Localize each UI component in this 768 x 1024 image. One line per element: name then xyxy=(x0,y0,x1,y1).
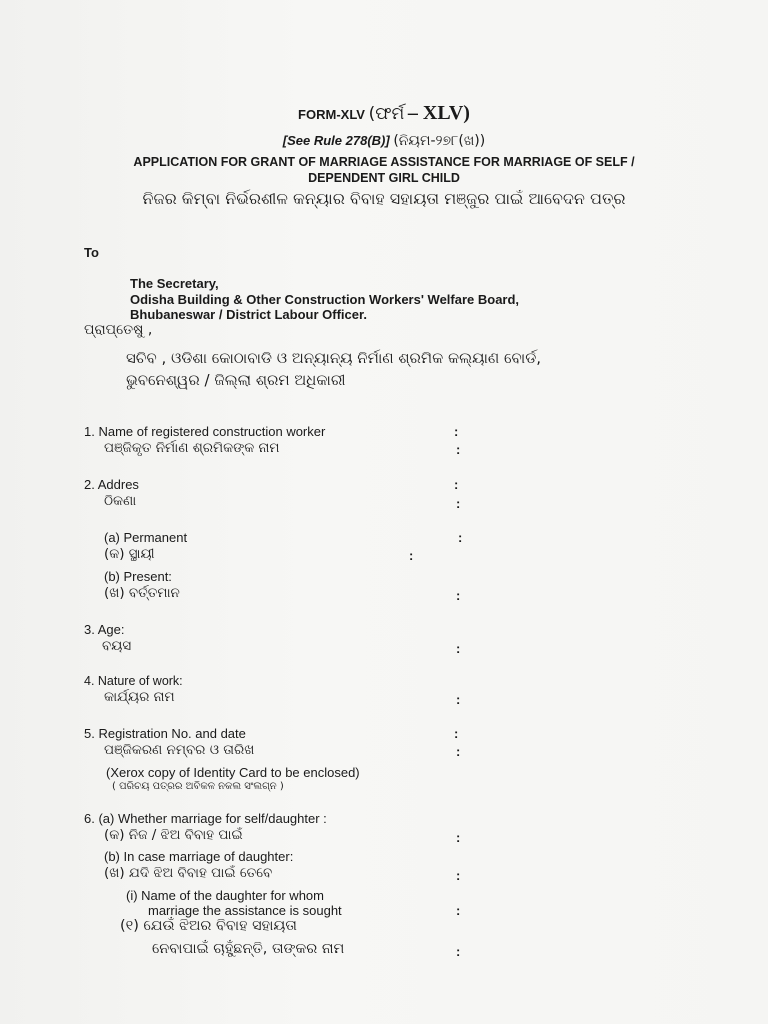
field-2a-input[interactable]: : xyxy=(409,548,414,563)
field-6b-input[interactable]: : xyxy=(456,868,461,883)
field-6a-input[interactable]: : xyxy=(456,830,461,845)
to-label: To xyxy=(84,245,99,260)
field-4-label-odia: କାର୍ଯ୍ୟର ନାମ xyxy=(104,689,175,705)
rule-odia: (ନିୟମ-୨୭୮(ଖ)) xyxy=(393,133,486,149)
rule-en: [See Rule 278(B)] xyxy=(282,133,390,148)
form-code-odia: (ଫର୍ମ xyxy=(368,104,405,124)
field-6b-label-odia: (ଖ) ଯଦି ଝିଅ ବିବାହ ପାଇଁ ତେବେ xyxy=(104,865,273,881)
field-2a-label: (a) Permanent xyxy=(104,530,188,545)
rule-reference xyxy=(0,133,768,149)
field-2a-colon: : xyxy=(458,530,463,545)
field-2a-label-odia: (କ) ସ୍ଥାୟୀ xyxy=(104,546,155,562)
form-heading-line2: DEPENDENT GIRL CHILD xyxy=(308,171,460,185)
field-6b-label: (b) In case marriage of daughter: xyxy=(104,849,294,864)
field-2-colon: : xyxy=(454,477,459,492)
form-heading-line1: APPLICATION FOR GRANT OF MARRIAGE ASSISTANCE FOR MARRIAGE OF SELF / xyxy=(133,155,635,169)
field-5-label: 5. Registration No. and date xyxy=(84,726,246,741)
recipient-odia-line2: ଭୁବନେଶ୍ୱର / ଜିଲ୍ଲା ଶ୍ରମ ଅଧିକାରୀ xyxy=(126,371,346,389)
field-6i-input[interactable]: : xyxy=(456,944,461,959)
field-6i-label-odia-line2: ନେବାପାଇଁ ଚାହୁଁଛନ୍ତି, ତାଙ୍କର ନାମ xyxy=(152,941,345,957)
field-4-label: 4. Nature of work: xyxy=(84,674,183,688)
field-1-label: 1. Name of registered construction worker xyxy=(84,424,326,439)
field-1-input[interactable]: : xyxy=(456,442,461,457)
form-roman: – XLV) xyxy=(407,102,470,124)
field-2-label-odia: ଠିକଣା xyxy=(104,493,137,509)
recipient-odia-line1: ସଚିବ , ଓଡିଶା କୋଠାବାଡି ଓ ଅନ୍ୟାନ୍ୟ ନିର୍ମାଣ ଶ୍ରମିକ କଲ୍ୟାଣ ବୋର୍ଡ, xyxy=(126,349,542,367)
field-2-input[interactable]: : xyxy=(456,496,461,511)
recipient-line1: The Secretary, xyxy=(130,276,219,291)
field-6i-label-line2: marriage the assistance is sought xyxy=(148,903,342,918)
field-2b-label: (b) Present: xyxy=(104,569,172,584)
field-2b-label-odia: (ଖ) ବର୍ତ୍ତମାନ xyxy=(104,585,180,601)
field-6i-label-line1: (i) Name of the daughter for whom xyxy=(126,888,324,903)
field-1-colon: : xyxy=(454,424,459,439)
recipient-odia-to: ପ୍ରାପ୍ତେଷୁ , xyxy=(84,322,153,338)
field-5-note: (Xerox copy of Identity Card to be enclosed) xyxy=(106,765,360,780)
field-6a-label: 6. (a) Whether marriage for self/daughter : xyxy=(84,811,327,826)
form-title-code xyxy=(0,102,768,125)
field-5-label-odia: ପଞ୍ଜିକରଣ ନମ୍ବର ଓ ତାରିଖ xyxy=(104,742,255,758)
field-1-label-odia: ପଞ୍ଜିକୃତ ନିର୍ମାଣ ଶ୍ରମିକଙ୍କ ନାମ xyxy=(104,440,280,456)
field-5-note-odia: ( ପରିଚୟ ପତ୍ରର ଅବିକଳ ନକଲ ସଂଲଗ୍ନ ) xyxy=(112,781,284,792)
field-5-colon: : xyxy=(454,726,459,741)
field-3-label: 3. Age: xyxy=(84,622,125,637)
field-3-input[interactable]: : xyxy=(456,641,461,656)
field-2-label: 2. Addres xyxy=(84,477,139,492)
field-6i-label-odia-line1: (୧) ଯେଉଁ ଝିଅର ବିବାହ ସହାୟତା xyxy=(120,918,297,934)
field-2b-input[interactable]: : xyxy=(456,588,461,603)
recipient-line3: Bhubaneswar / District Labour Officer. xyxy=(130,307,367,322)
form-code: FORM-XLV xyxy=(298,107,365,122)
field-6i-colon: : xyxy=(456,903,461,918)
field-3-label-odia: ବୟସ xyxy=(102,638,132,654)
field-5-input[interactable]: : xyxy=(456,744,461,759)
recipient-line2: Odisha Building & Other Construction Workers' Welfare Board, xyxy=(130,292,520,307)
field-4-input[interactable]: : xyxy=(456,692,461,707)
field-6a-label-odia: (କ) ନିଜ / ଝିଅ ବିବାହ ପାଇଁ xyxy=(104,827,243,843)
form-heading-odia: ନିଜର କିମ୍ବା ନିର୍ଭରଶୀଳ କନ୍ୟାର ବିବାହ ସହାୟତା ମଞ୍ଜୁର ପାଇଁ ଆବେଦନ ପତ୍ର xyxy=(142,189,626,208)
